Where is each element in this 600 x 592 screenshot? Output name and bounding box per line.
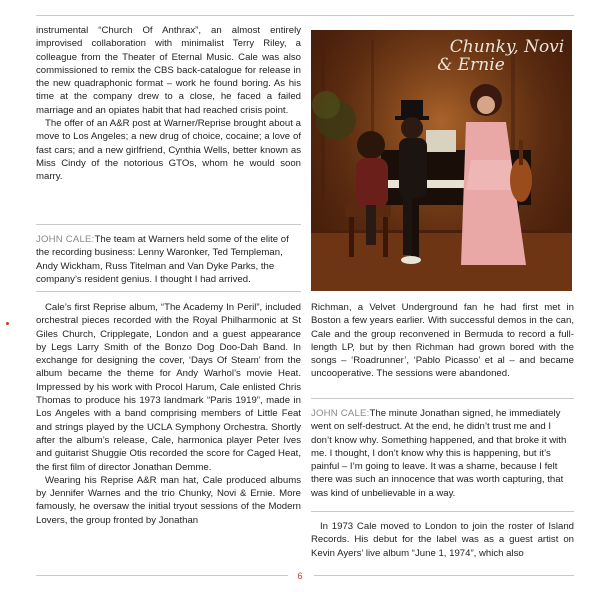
album-cover-photo	[311, 30, 572, 291]
quote-1-bottom-rule	[36, 291, 301, 292]
body-paragraph: Wearing his Reprise A&R man hat, Cale produced albums by Jennifer Warnes and the trio Chunky, Novi & Ernie. More famously, he oversaw the initial tryout sessions of the Modern Lovers, the group fronted by Jonathan	[36, 474, 301, 526]
bottom-rule-right	[314, 575, 574, 576]
quote-text: The minute Jonathan signed, he immediately went on self-destruct. At the end, he didn’t trust me and I don’t know why. Something happened, and that broke it with me. I thought, I don’t know why this is happening, but it’s painful – I’m going to leave. It was a shame, because I felt there was such an innocence that was worth capturing, that was kind of unbelievable in a way.	[311, 408, 567, 499]
right-bottom-column-end	[311, 520, 574, 560]
margin-mark	[6, 322, 9, 325]
page-number: 6	[297, 571, 303, 581]
album-cover-illustration	[311, 30, 572, 291]
album-title-line-2: & Ernie	[437, 55, 505, 75]
body-paragraph: Richman, a Velvet Underground fan he had first met in Boston a few years earlier. With successful demos in the can, Cale and the group reconvened in Bermuda to record a full-length LP, but by then Richman had grown bored with the songs – ‘Roadrunner’, ‘Pablo Picasso’ et al – and became uncooperative. The sessions were abandoned.	[311, 302, 574, 380]
quote-speaker-label: JOHN CALE:	[36, 234, 95, 245]
quote-2-bottom-rule	[311, 511, 574, 512]
body-paragraph: Cale’s first Reprise album, “The Academy In Peril”, included orchestral pieces recorded with the Royal Philharmonic at St Giles Church, Cripplegate, London and a guest appearance by Legs Larry Smith of the Bonzo Dog Doo-Dah Band. In exchange for designing the cover, ‘Days Of Steam’ from the album became the theme for Andy Warhol’s movie Heat. Impressed by his work with Procol Harum, Cale enlisted Chris Thomas to produce his 1973 landmark “Paris 1919”, made in Los Angeles with a band comprising members of Little Feat and strings played by the UCLA Symphony Orchestra. Shortly after the album’s release, Cale, harmonica player Peter Ives and guitarist Shuggie Otis recorded the score for Caged Heat, the first film of director Jonathan Demme.	[36, 302, 301, 473]
left-top-column	[36, 24, 301, 184]
top-rule	[36, 15, 574, 16]
right-bottom-column-top	[311, 301, 574, 381]
pull-quote-1	[36, 233, 301, 286]
quote-text: The team at Warners held some of the elite of the recording business: Lenny Waronker, Ted Templeman, Andy Wickham, Russ Titelman and Van Dyke Parks, the company’s resident genius. I thought I had arrived.	[36, 234, 289, 285]
left-bottom-column	[36, 301, 301, 527]
body-paragraph: instrumental “Church Of Anthrax”, an almost entirely improvised collaboration with minimalist Terry Riley, a colleague from the Theater of Eternal Music. Cale was also commissioned to remix the CBS back-catalogue for release in the new quadraphonic format – work he found boring. As his time at the company drew to a close, he faced a failed marriage and an opiates habit that had reached crisis point.	[36, 25, 301, 116]
album-title-line-1: Chunky, Novi	[449, 37, 565, 57]
pull-quote-2	[311, 407, 574, 500]
body-paragraph: The offer of an A&R post at Warner/Reprise brought about a move to Los Angeles; a new drug of choice, cocaine; a love of fast cars; and a new girlfriend, Cynthia Wells, better known as Miss Cindy of the notorious GTOs, whom he would soon marry.	[36, 118, 301, 183]
quote-speaker-label: JOHN CALE:	[311, 408, 370, 419]
quote-1-top-rule	[36, 224, 301, 225]
bottom-rule-left	[36, 575, 288, 576]
quote-2-top-rule	[311, 398, 574, 399]
body-paragraph: In 1973 Cale moved to London to join the roster of Island Records. His debut for the label was as a guest artist on Kevin Ayers’ live album “June 1, 1974”, which also	[311, 521, 574, 559]
